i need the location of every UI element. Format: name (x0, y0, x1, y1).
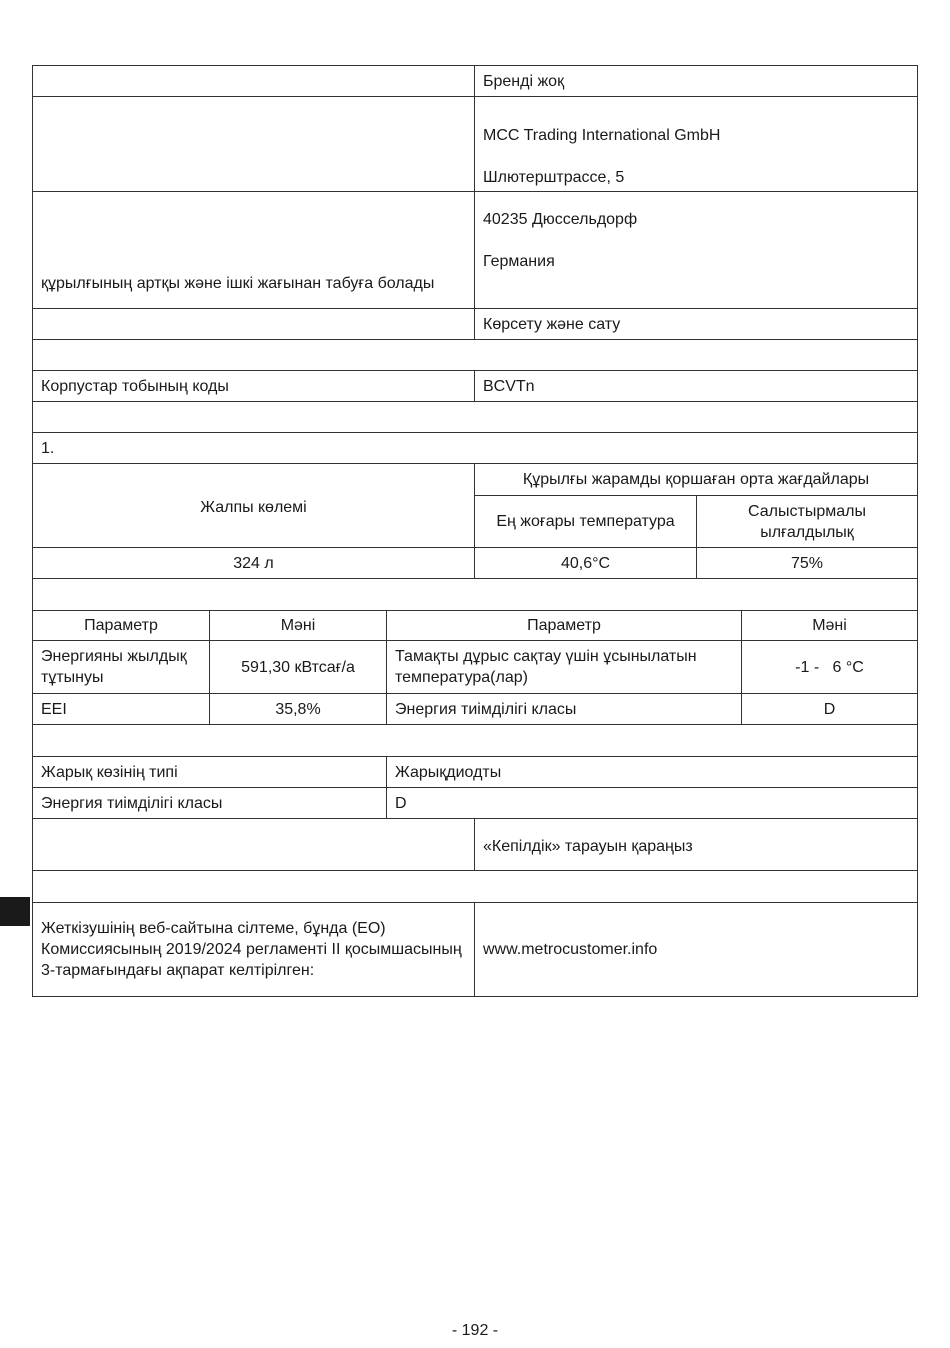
model-value (474, 191, 918, 309)
value-header: Мәні (209, 610, 387, 641)
light-type-value: Жарықдиодты (386, 756, 918, 788)
section-row (32, 401, 918, 433)
warranty-value: «Кепілдік» тарауын қараңыз (474, 818, 918, 871)
relative-humidity-header: Салыстырмалы ылғалдылық (696, 495, 918, 548)
param-name: Энергия тиімділігі класы (386, 693, 742, 725)
ambient-conditions-header: Құрылғы жарамды қоршаған орта жағдайлары (474, 463, 918, 496)
page-number: - 192 - (451, 1322, 499, 1339)
param-name: Энергияны жылдық тұтынуы (32, 640, 210, 694)
enclosure-label: Корпустар тобының коды (32, 370, 475, 402)
warranty-label (32, 818, 475, 871)
param-name: Тамақты дұрыс сақтау үшін ұсынылатын температура(лар) (386, 640, 742, 694)
section-row (32, 870, 918, 903)
side-tab-marker (0, 897, 30, 926)
param-value: D (741, 693, 918, 725)
brand-value: Бренді жоқ (474, 65, 918, 97)
type-label (32, 308, 475, 340)
supplier-line: MCC Trading International GmbH (483, 127, 721, 144)
supplier-line: 40235 Дюссельдорф (483, 211, 638, 228)
section-row (32, 724, 918, 757)
supplier-address (474, 96, 918, 270)
section-row (32, 339, 918, 371)
param-value: -1 - 6 °C (741, 640, 918, 694)
light-class-value: D (386, 787, 918, 819)
item-number: 1. (32, 432, 918, 464)
param-name: EEI (32, 693, 210, 725)
total-volume-value: 324 л (32, 547, 475, 579)
model-label: құрылғының артқы және ішкі жағынан табуға болады (32, 191, 475, 309)
relative-humidity-value: 75% (696, 547, 918, 579)
website-value: www.metrocustomer.info (474, 902, 918, 997)
value-header: Мәні (741, 610, 918, 641)
param-header: Параметр (32, 610, 210, 641)
param-value: 35,8% (209, 693, 387, 725)
max-temperature-header: Ең жоғары температура (474, 495, 697, 548)
type-value: Көрсету және сату (474, 308, 918, 340)
enclosure-value: BCVTn (474, 370, 918, 402)
supplier-line: Германия (483, 253, 555, 270)
param-value: 591,30 кВтсағ/а (209, 640, 387, 694)
param-header: Параметр (386, 610, 742, 641)
max-temperature-value: 40,6°C (474, 547, 697, 579)
section-row (32, 578, 918, 611)
light-class-label: Энергия тиімділігі класы (32, 787, 387, 819)
total-volume-header: Жалпы көлемі (32, 463, 475, 548)
supplier-label (32, 96, 475, 192)
light-type-label: Жарық көзінің типі (32, 756, 387, 788)
brand-label (32, 65, 475, 97)
website-label: Жеткізушінің веб-сайтына сілтеме, бұнда (ЕО) Комиссиясының 2019/2024 регламенті II қосымшасының 3-тармағындағы ақпарат келтірілген: (32, 902, 475, 997)
supplier-line: Шлютерштрассе, 5 (483, 169, 625, 186)
